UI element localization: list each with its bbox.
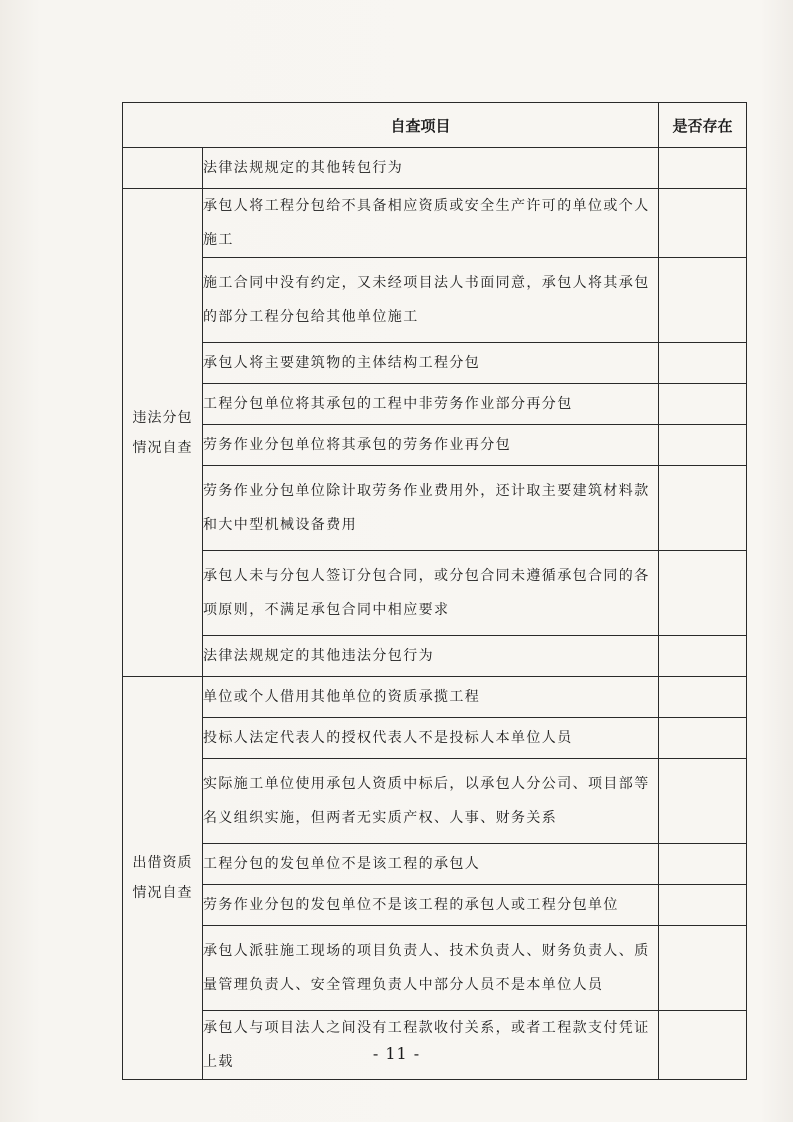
item-cell: 劳务作业分包单位除计取劳务作业费用外，还计取主要建筑材料款和大中型机械设备费用 <box>203 466 659 551</box>
table-row <box>123 148 747 189</box>
item-cell: 承包人将主要建筑物的主体结构工程分包 <box>203 343 659 384</box>
table-row <box>123 759 747 844</box>
exists-cell[interactable] <box>659 677 747 718</box>
exists-cell[interactable] <box>659 425 747 466</box>
exists-cell[interactable] <box>659 258 747 343</box>
table-row <box>123 258 747 343</box>
table-row <box>123 885 747 926</box>
category-label-line2: 情况自查 <box>132 885 193 901</box>
exists-cell[interactable] <box>659 343 747 384</box>
item-cell: 施工合同中没有约定，又未经项目法人书面同意，承包人将其承包的部分工程分包给其他单位施工 <box>203 258 659 343</box>
table-row <box>123 551 747 636</box>
category-cell-subcontract <box>123 189 203 677</box>
table-row <box>123 677 747 718</box>
exists-cell[interactable] <box>659 466 747 551</box>
table-row <box>123 926 747 1011</box>
exists-cell[interactable] <box>659 759 747 844</box>
item-cell: 承包人将工程分包给不具备相应资质或安全生产许可的单位或个人施工 <box>203 189 659 258</box>
table-row <box>123 189 747 258</box>
item-cell: 工程分包的发包单位不是该工程的承包人 <box>203 844 659 885</box>
table-row <box>123 466 747 551</box>
page-number: - 11 - <box>372 1044 421 1063</box>
table-row <box>123 384 747 425</box>
item-cell: 单位或个人借用其他单位的资质承揽工程 <box>203 677 659 718</box>
table-header-row <box>123 103 747 148</box>
category-label-line1: 出借资质 <box>132 855 193 871</box>
exists-cell[interactable] <box>659 718 747 759</box>
item-cell: 劳务作业分包的发包单位不是该工程的承包人或工程分包单位 <box>203 885 659 926</box>
table-row <box>123 343 747 384</box>
exists-cell[interactable] <box>659 384 747 425</box>
exists-cell[interactable] <box>659 148 747 189</box>
item-cell: 承包人未与分包人签订分包合同，或分包合同未遵循承包合同的各项原则，不满足承包合同中相应要求 <box>203 551 659 636</box>
item-cell: 投标人法定代表人的授权代表人不是投标人本单位人员 <box>203 718 659 759</box>
table-row <box>123 425 747 466</box>
item-cell: 承包人与项目法人之间没有工程款收付关系，或者工程款支付凭证上载 <box>203 1011 659 1080</box>
header-exists: 是否存在 <box>659 103 747 148</box>
category-label-line2: 情况自查 <box>132 439 193 456</box>
exists-cell[interactable] <box>659 926 747 1011</box>
category-cell-continued <box>123 148 203 189</box>
header-item: 自查项目 <box>123 103 659 148</box>
item-cell: 工程分包单位将其承包的工程中非劳务作业部分再分包 <box>203 384 659 425</box>
exists-cell[interactable] <box>659 189 747 258</box>
item-cell: 法律法规规定的其他转包行为 <box>203 148 659 189</box>
category-label-line1: 违法分包 <box>132 409 193 426</box>
category-cell-qualification <box>123 677 203 1080</box>
table-row <box>123 718 747 759</box>
item-cell: 劳务作业分包单位将其承包的劳务作业再分包 <box>203 425 659 466</box>
exists-cell[interactable] <box>659 844 747 885</box>
table-row <box>123 636 747 677</box>
self-check-table <box>122 102 747 1080</box>
exists-cell[interactable] <box>659 636 747 677</box>
item-cell: 实际施工单位使用承包人资质中标后，以承包人分公司、项目部等名义组织实施，但两者无实质产权、人事、财务关系 <box>203 759 659 844</box>
exists-cell[interactable] <box>659 551 747 636</box>
item-cell: 法律法规规定的其他违法分包行为 <box>203 636 659 677</box>
table-row <box>123 844 747 885</box>
item-cell: 承包人派驻施工现场的项目负责人、技术负责人、财务负责人、质量管理负责人、安全管理负责人中部分人员不是本单位人员 <box>203 926 659 1011</box>
exists-cell[interactable] <box>659 885 747 926</box>
